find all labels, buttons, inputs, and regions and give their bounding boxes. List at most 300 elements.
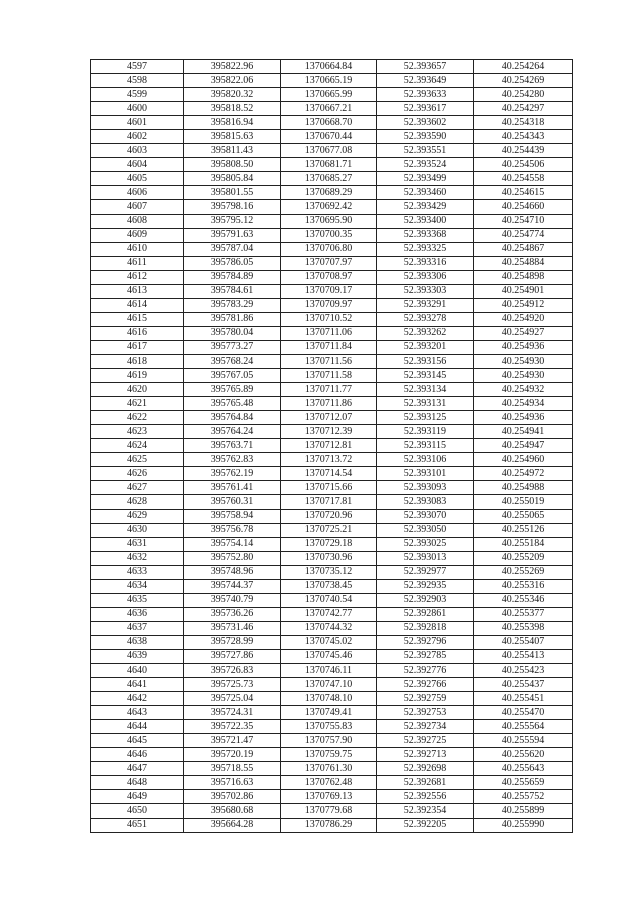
- latitude-cell: 52.393106: [377, 453, 474, 467]
- y-coordinate-cell: 1370761.30: [281, 762, 377, 776]
- point-number-cell: 4618: [91, 354, 184, 368]
- x-coordinate-cell: 395765.89: [184, 383, 281, 397]
- point-number-cell: 4629: [91, 509, 184, 523]
- y-coordinate-cell: 1370692.42: [281, 200, 377, 214]
- longitude-cell: 40.254269: [474, 74, 573, 88]
- table-row: [91, 495, 573, 509]
- coordinates-table: [90, 59, 573, 833]
- y-coordinate-cell: 1370668.70: [281, 116, 377, 130]
- y-coordinate-cell: 1370755.83: [281, 720, 377, 734]
- longitude-cell: 40.254930: [474, 369, 573, 383]
- y-coordinate-cell: 1370714.54: [281, 467, 377, 481]
- point-number-cell: 4641: [91, 678, 184, 692]
- x-coordinate-cell: 395787.04: [184, 242, 281, 256]
- x-coordinate-cell: 395795.12: [184, 214, 281, 228]
- table-row: [91, 509, 573, 523]
- latitude-cell: 52.392725: [377, 734, 474, 748]
- latitude-cell: 52.392766: [377, 678, 474, 692]
- latitude-cell: 52.393134: [377, 383, 474, 397]
- point-number-cell: 4605: [91, 172, 184, 186]
- longitude-cell: 40.255899: [474, 804, 573, 818]
- point-number-cell: 4616: [91, 326, 184, 340]
- table-row: [91, 818, 573, 832]
- y-coordinate-cell: 1370735.12: [281, 565, 377, 579]
- latitude-cell: 52.392753: [377, 706, 474, 720]
- y-coordinate-cell: 1370745.02: [281, 635, 377, 649]
- longitude-cell: 40.255019: [474, 495, 573, 509]
- latitude-cell: 52.392818: [377, 621, 474, 635]
- table-row: [91, 242, 573, 256]
- table-row: [91, 706, 573, 720]
- latitude-cell: 52.393119: [377, 425, 474, 439]
- longitude-cell: 40.254934: [474, 397, 573, 411]
- x-coordinate-cell: 395761.41: [184, 481, 281, 495]
- point-number-cell: 4636: [91, 607, 184, 621]
- table-row: [91, 354, 573, 368]
- latitude-cell: 52.393617: [377, 102, 474, 116]
- x-coordinate-cell: 395780.04: [184, 326, 281, 340]
- y-coordinate-cell: 1370786.29: [281, 818, 377, 832]
- y-coordinate-cell: 1370744.32: [281, 621, 377, 635]
- table-row: [91, 74, 573, 88]
- table-row: [91, 734, 573, 748]
- latitude-cell: 52.393115: [377, 439, 474, 453]
- point-number-cell: 4614: [91, 298, 184, 312]
- point-number-cell: 4635: [91, 593, 184, 607]
- point-number-cell: 4606: [91, 186, 184, 200]
- x-coordinate-cell: 395808.50: [184, 158, 281, 172]
- x-coordinate-cell: 395816.94: [184, 116, 281, 130]
- y-coordinate-cell: 1370712.07: [281, 411, 377, 425]
- longitude-cell: 40.254318: [474, 116, 573, 130]
- table-row: [91, 60, 573, 74]
- point-number-cell: 4649: [91, 790, 184, 804]
- longitude-cell: 40.254898: [474, 270, 573, 284]
- point-number-cell: 4619: [91, 369, 184, 383]
- latitude-cell: 52.393291: [377, 298, 474, 312]
- x-coordinate-cell: 395736.26: [184, 607, 281, 621]
- x-coordinate-cell: 395754.14: [184, 537, 281, 551]
- longitude-cell: 40.255423: [474, 664, 573, 678]
- point-number-cell: 4612: [91, 270, 184, 284]
- latitude-cell: 52.393429: [377, 200, 474, 214]
- longitude-cell: 40.255269: [474, 565, 573, 579]
- x-coordinate-cell: 395727.86: [184, 649, 281, 663]
- x-coordinate-cell: 395720.19: [184, 748, 281, 762]
- x-coordinate-cell: 395781.86: [184, 312, 281, 326]
- y-coordinate-cell: 1370762.48: [281, 776, 377, 790]
- y-coordinate-cell: 1370769.13: [281, 790, 377, 804]
- table-row: [91, 439, 573, 453]
- longitude-cell: 40.254920: [474, 312, 573, 326]
- table-row: [91, 762, 573, 776]
- y-coordinate-cell: 1370711.58: [281, 369, 377, 383]
- table-row: [91, 214, 573, 228]
- longitude-cell: 40.254912: [474, 298, 573, 312]
- table-row: [91, 369, 573, 383]
- longitude-cell: 40.255398: [474, 621, 573, 635]
- x-coordinate-cell: 395763.71: [184, 439, 281, 453]
- x-coordinate-cell: 395768.24: [184, 354, 281, 368]
- x-coordinate-cell: 395784.89: [184, 270, 281, 284]
- x-coordinate-cell: 395762.83: [184, 453, 281, 467]
- table-row: [91, 256, 573, 270]
- latitude-cell: 52.393145: [377, 369, 474, 383]
- point-number-cell: 4608: [91, 214, 184, 228]
- point-number-cell: 4609: [91, 228, 184, 242]
- latitude-cell: 52.393025: [377, 537, 474, 551]
- latitude-cell: 52.392977: [377, 565, 474, 579]
- point-number-cell: 4611: [91, 256, 184, 270]
- longitude-cell: 40.255437: [474, 678, 573, 692]
- x-coordinate-cell: 395748.96: [184, 565, 281, 579]
- longitude-cell: 40.254988: [474, 481, 573, 495]
- table-row: [91, 649, 573, 663]
- x-coordinate-cell: 395725.04: [184, 692, 281, 706]
- x-coordinate-cell: 395758.94: [184, 509, 281, 523]
- y-coordinate-cell: 1370709.17: [281, 284, 377, 298]
- point-number-cell: 4602: [91, 130, 184, 144]
- x-coordinate-cell: 395762.19: [184, 467, 281, 481]
- table-row: [91, 523, 573, 537]
- longitude-cell: 40.255659: [474, 776, 573, 790]
- latitude-cell: 52.392903: [377, 593, 474, 607]
- latitude-cell: 52.393278: [377, 312, 474, 326]
- latitude-cell: 52.392713: [377, 748, 474, 762]
- latitude-cell: 52.392354: [377, 804, 474, 818]
- longitude-cell: 40.255407: [474, 635, 573, 649]
- longitude-cell: 40.254884: [474, 256, 573, 270]
- x-coordinate-cell: 395724.31: [184, 706, 281, 720]
- x-coordinate-cell: 395786.05: [184, 256, 281, 270]
- table-row: [91, 664, 573, 678]
- x-coordinate-cell: 395664.28: [184, 818, 281, 832]
- y-coordinate-cell: 1370664.84: [281, 60, 377, 74]
- latitude-cell: 52.393083: [377, 495, 474, 509]
- table-row: [91, 228, 573, 242]
- y-coordinate-cell: 1370738.45: [281, 579, 377, 593]
- y-coordinate-cell: 1370711.06: [281, 326, 377, 340]
- table-row: [91, 720, 573, 734]
- point-number-cell: 4644: [91, 720, 184, 734]
- point-number-cell: 4630: [91, 523, 184, 537]
- point-number-cell: 4640: [91, 664, 184, 678]
- y-coordinate-cell: 1370707.97: [281, 256, 377, 270]
- coordinates-table-body: [91, 60, 573, 833]
- longitude-cell: 40.255990: [474, 818, 573, 832]
- latitude-cell: 52.392861: [377, 607, 474, 621]
- x-coordinate-cell: 395764.24: [184, 425, 281, 439]
- y-coordinate-cell: 1370745.46: [281, 649, 377, 663]
- x-coordinate-cell: 395702.86: [184, 790, 281, 804]
- longitude-cell: 40.255594: [474, 734, 573, 748]
- y-coordinate-cell: 1370677.08: [281, 144, 377, 158]
- y-coordinate-cell: 1370670.44: [281, 130, 377, 144]
- y-coordinate-cell: 1370757.90: [281, 734, 377, 748]
- y-coordinate-cell: 1370681.71: [281, 158, 377, 172]
- y-coordinate-cell: 1370742.77: [281, 607, 377, 621]
- latitude-cell: 52.393590: [377, 130, 474, 144]
- x-coordinate-cell: 395756.78: [184, 523, 281, 537]
- latitude-cell: 52.393551: [377, 144, 474, 158]
- longitude-cell: 40.254439: [474, 144, 573, 158]
- point-number-cell: 4604: [91, 158, 184, 172]
- point-number-cell: 4615: [91, 312, 184, 326]
- point-number-cell: 4598: [91, 74, 184, 88]
- y-coordinate-cell: 1370685.27: [281, 172, 377, 186]
- latitude-cell: 52.393524: [377, 158, 474, 172]
- x-coordinate-cell: 395820.32: [184, 88, 281, 102]
- longitude-cell: 40.254960: [474, 453, 573, 467]
- y-coordinate-cell: 1370730.96: [281, 551, 377, 565]
- table-row: [91, 804, 573, 818]
- y-coordinate-cell: 1370665.99: [281, 88, 377, 102]
- table-row: [91, 678, 573, 692]
- table-row: [91, 88, 573, 102]
- table-row: [91, 270, 573, 284]
- table-row: [91, 565, 573, 579]
- y-coordinate-cell: 1370708.97: [281, 270, 377, 284]
- x-coordinate-cell: 395721.47: [184, 734, 281, 748]
- table-row: [91, 172, 573, 186]
- table-row: [91, 130, 573, 144]
- y-coordinate-cell: 1370689.29: [281, 186, 377, 200]
- latitude-cell: 52.393131: [377, 397, 474, 411]
- x-coordinate-cell: 395764.84: [184, 411, 281, 425]
- x-coordinate-cell: 395822.06: [184, 74, 281, 88]
- table-row: [91, 537, 573, 551]
- longitude-cell: 40.254927: [474, 326, 573, 340]
- latitude-cell: 52.393602: [377, 116, 474, 130]
- y-coordinate-cell: 1370711.84: [281, 340, 377, 354]
- x-coordinate-cell: 395811.43: [184, 144, 281, 158]
- table-row: [91, 340, 573, 354]
- point-number-cell: 4631: [91, 537, 184, 551]
- point-number-cell: 4625: [91, 453, 184, 467]
- longitude-cell: 40.254867: [474, 242, 573, 256]
- point-number-cell: 4628: [91, 495, 184, 509]
- table-row: [91, 593, 573, 607]
- y-coordinate-cell: 1370729.18: [281, 537, 377, 551]
- y-coordinate-cell: 1370711.77: [281, 383, 377, 397]
- table-row: [91, 383, 573, 397]
- latitude-cell: 52.393657: [377, 60, 474, 74]
- x-coordinate-cell: 395725.73: [184, 678, 281, 692]
- y-coordinate-cell: 1370711.86: [281, 397, 377, 411]
- table-row: [91, 607, 573, 621]
- longitude-cell: 40.255377: [474, 607, 573, 621]
- y-coordinate-cell: 1370717.81: [281, 495, 377, 509]
- longitude-cell: 40.255643: [474, 762, 573, 776]
- point-number-cell: 4643: [91, 706, 184, 720]
- y-coordinate-cell: 1370706.80: [281, 242, 377, 256]
- y-coordinate-cell: 1370740.54: [281, 593, 377, 607]
- table-row: [91, 776, 573, 790]
- table-row: [91, 790, 573, 804]
- x-coordinate-cell: 395722.35: [184, 720, 281, 734]
- y-coordinate-cell: 1370712.39: [281, 425, 377, 439]
- point-number-cell: 4599: [91, 88, 184, 102]
- latitude-cell: 52.392759: [377, 692, 474, 706]
- latitude-cell: 52.392734: [377, 720, 474, 734]
- table-row: [91, 467, 573, 481]
- latitude-cell: 52.393262: [377, 326, 474, 340]
- x-coordinate-cell: 395798.16: [184, 200, 281, 214]
- table-row: [91, 635, 573, 649]
- point-number-cell: 4647: [91, 762, 184, 776]
- y-coordinate-cell: 1370709.97: [281, 298, 377, 312]
- longitude-cell: 40.254660: [474, 200, 573, 214]
- longitude-cell: 40.255346: [474, 593, 573, 607]
- x-coordinate-cell: 395765.48: [184, 397, 281, 411]
- y-coordinate-cell: 1370748.10: [281, 692, 377, 706]
- longitude-cell: 40.255184: [474, 537, 573, 551]
- longitude-cell: 40.255126: [474, 523, 573, 537]
- point-number-cell: 4637: [91, 621, 184, 635]
- table-row: [91, 692, 573, 706]
- y-coordinate-cell: 1370695.90: [281, 214, 377, 228]
- longitude-cell: 40.254901: [474, 284, 573, 298]
- table-row: [91, 397, 573, 411]
- x-coordinate-cell: 395784.61: [184, 284, 281, 298]
- y-coordinate-cell: 1370700.35: [281, 228, 377, 242]
- latitude-cell: 52.393303: [377, 284, 474, 298]
- point-number-cell: 4645: [91, 734, 184, 748]
- table-row: [91, 200, 573, 214]
- longitude-cell: 40.254280: [474, 88, 573, 102]
- y-coordinate-cell: 1370712.81: [281, 439, 377, 453]
- point-number-cell: 4600: [91, 102, 184, 116]
- table-row: [91, 453, 573, 467]
- point-number-cell: 4651: [91, 818, 184, 832]
- point-number-cell: 4634: [91, 579, 184, 593]
- point-number-cell: 4639: [91, 649, 184, 663]
- latitude-cell: 52.393499: [377, 172, 474, 186]
- y-coordinate-cell: 1370779.68: [281, 804, 377, 818]
- latitude-cell: 52.392796: [377, 635, 474, 649]
- x-coordinate-cell: 395718.55: [184, 762, 281, 776]
- point-number-cell: 4617: [91, 340, 184, 354]
- latitude-cell: 52.392935: [377, 579, 474, 593]
- x-coordinate-cell: 395805.84: [184, 172, 281, 186]
- latitude-cell: 52.393156: [377, 354, 474, 368]
- longitude-cell: 40.254936: [474, 411, 573, 425]
- x-coordinate-cell: 395801.55: [184, 186, 281, 200]
- table-row: [91, 326, 573, 340]
- latitude-cell: 52.393101: [377, 467, 474, 481]
- table-row: [91, 144, 573, 158]
- latitude-cell: 52.392556: [377, 790, 474, 804]
- longitude-cell: 40.254297: [474, 102, 573, 116]
- point-number-cell: 4638: [91, 635, 184, 649]
- y-coordinate-cell: 1370747.10: [281, 678, 377, 692]
- x-coordinate-cell: 395744.37: [184, 579, 281, 593]
- longitude-cell: 40.254710: [474, 214, 573, 228]
- point-number-cell: 4633: [91, 565, 184, 579]
- latitude-cell: 52.393093: [377, 481, 474, 495]
- table-row: [91, 579, 573, 593]
- y-coordinate-cell: 1370711.56: [281, 354, 377, 368]
- point-number-cell: 4601: [91, 116, 184, 130]
- longitude-cell: 40.255065: [474, 509, 573, 523]
- latitude-cell: 52.392681: [377, 776, 474, 790]
- point-number-cell: 4623: [91, 425, 184, 439]
- longitude-cell: 40.255752: [474, 790, 573, 804]
- table-row: [91, 312, 573, 326]
- point-number-cell: 4613: [91, 284, 184, 298]
- point-number-cell: 4620: [91, 383, 184, 397]
- latitude-cell: 52.392785: [377, 649, 474, 663]
- x-coordinate-cell: 395680.68: [184, 804, 281, 818]
- point-number-cell: 4648: [91, 776, 184, 790]
- longitude-cell: 40.254615: [474, 186, 573, 200]
- latitude-cell: 52.392776: [377, 664, 474, 678]
- longitude-cell: 40.255209: [474, 551, 573, 565]
- x-coordinate-cell: 395728.99: [184, 635, 281, 649]
- y-coordinate-cell: 1370715.66: [281, 481, 377, 495]
- latitude-cell: 52.393633: [377, 88, 474, 102]
- table-row: [91, 158, 573, 172]
- latitude-cell: 52.393306: [377, 270, 474, 284]
- x-coordinate-cell: 395815.63: [184, 130, 281, 144]
- table-row: [91, 551, 573, 565]
- x-coordinate-cell: 395752.80: [184, 551, 281, 565]
- latitude-cell: 52.393125: [377, 411, 474, 425]
- x-coordinate-cell: 395760.31: [184, 495, 281, 509]
- point-number-cell: 4621: [91, 397, 184, 411]
- point-number-cell: 4642: [91, 692, 184, 706]
- latitude-cell: 52.392205: [377, 818, 474, 832]
- x-coordinate-cell: 395767.05: [184, 369, 281, 383]
- latitude-cell: 52.393316: [377, 256, 474, 270]
- longitude-cell: 40.255451: [474, 692, 573, 706]
- point-number-cell: 4646: [91, 748, 184, 762]
- y-coordinate-cell: 1370746.11: [281, 664, 377, 678]
- point-number-cell: 4603: [91, 144, 184, 158]
- table-row: [91, 116, 573, 130]
- x-coordinate-cell: 395783.29: [184, 298, 281, 312]
- table-row: [91, 425, 573, 439]
- longitude-cell: 40.255413: [474, 649, 573, 663]
- latitude-cell: 52.393368: [377, 228, 474, 242]
- latitude-cell: 52.393050: [377, 523, 474, 537]
- y-coordinate-cell: 1370759.75: [281, 748, 377, 762]
- table-row: [91, 748, 573, 762]
- y-coordinate-cell: 1370710.52: [281, 312, 377, 326]
- latitude-cell: 52.393649: [377, 74, 474, 88]
- longitude-cell: 40.254264: [474, 60, 573, 74]
- point-number-cell: 4622: [91, 411, 184, 425]
- point-number-cell: 4650: [91, 804, 184, 818]
- y-coordinate-cell: 1370667.21: [281, 102, 377, 116]
- x-coordinate-cell: 395731.46: [184, 621, 281, 635]
- table-row: [91, 481, 573, 495]
- y-coordinate-cell: 1370749.41: [281, 706, 377, 720]
- longitude-cell: 40.254774: [474, 228, 573, 242]
- x-coordinate-cell: 395818.52: [184, 102, 281, 116]
- longitude-cell: 40.255316: [474, 579, 573, 593]
- longitude-cell: 40.254506: [474, 158, 573, 172]
- longitude-cell: 40.254972: [474, 467, 573, 481]
- point-number-cell: 4610: [91, 242, 184, 256]
- point-number-cell: 4627: [91, 481, 184, 495]
- longitude-cell: 40.254941: [474, 425, 573, 439]
- longitude-cell: 40.255564: [474, 720, 573, 734]
- point-number-cell: 4597: [91, 60, 184, 74]
- table-row: [91, 284, 573, 298]
- x-coordinate-cell: 395726.83: [184, 664, 281, 678]
- table-row: [91, 411, 573, 425]
